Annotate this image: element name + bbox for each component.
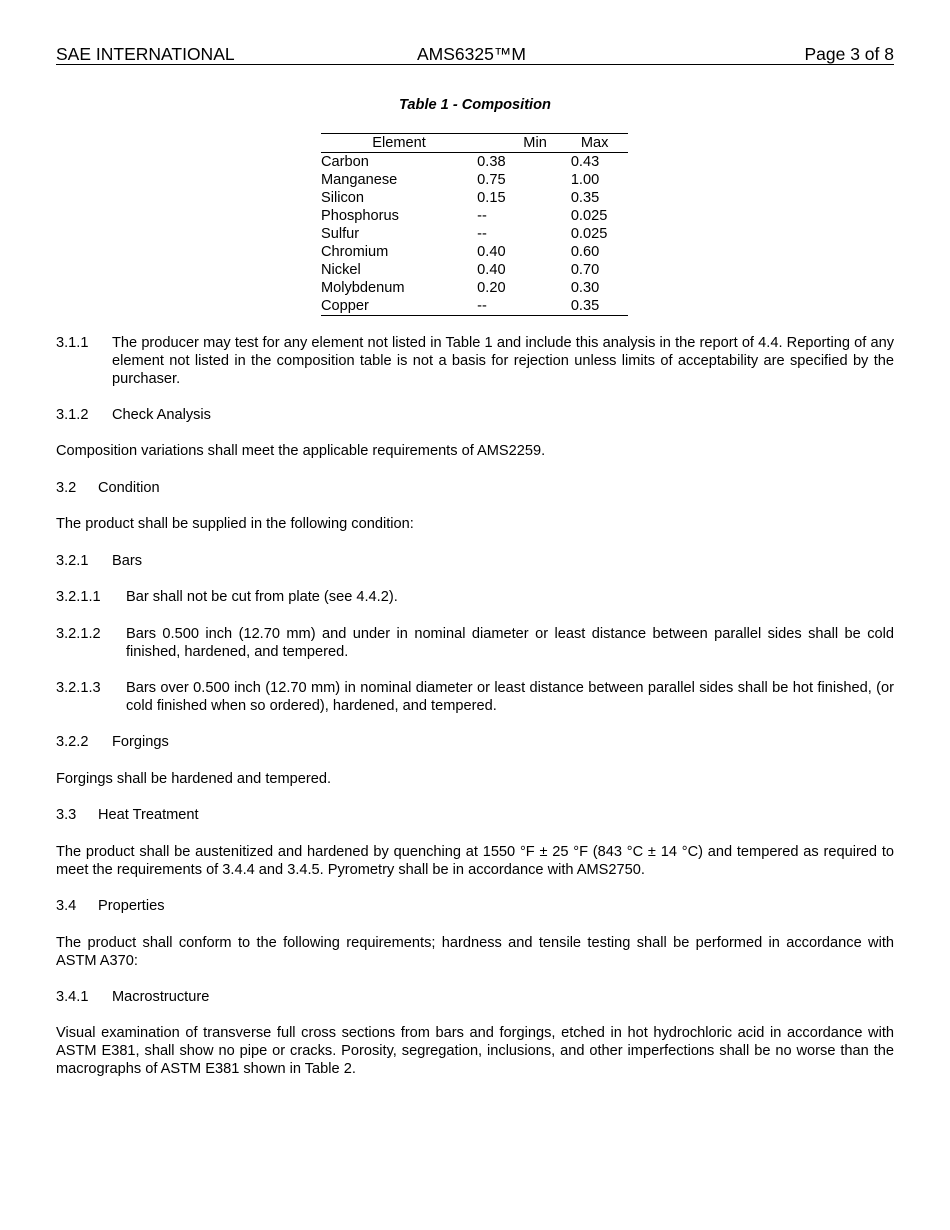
section-title-forgings: Forgings bbox=[112, 734, 169, 750]
section-title-condition: Condition bbox=[98, 480, 160, 496]
table-row bbox=[321, 243, 628, 261]
cell-element: Molybdenum bbox=[321, 280, 405, 296]
paragraph-heat-treatment: The product shall be austenitized and hardened by quenching at 1550 °F ± 25 °F (843 °C ± 14 °C) and tempered as required to meet the requirements of 3.4.4 and 3.4.5. Pyrometry shall be in accordance with AMS2750. bbox=[56, 844, 894, 878]
section-text-3-2-1-3: Bars over 0.500 inch (12.70 mm) in nominal diameter or least distance between parallel sides shall be hot finished, (or cold finished when so ordered), hardened, and tempered. bbox=[126, 680, 894, 714]
table-row bbox=[321, 261, 628, 279]
section-number-3-2: 3.2 bbox=[56, 480, 77, 496]
table-row bbox=[321, 207, 628, 225]
section-number-3-1-2: 3.1.2 bbox=[56, 407, 89, 423]
cell-element: Carbon bbox=[321, 154, 369, 170]
table-caption: Table 1 - Composition bbox=[399, 97, 551, 113]
section-title-check-analysis: Check Analysis bbox=[112, 407, 211, 423]
cell-min: 0.15 bbox=[477, 190, 506, 206]
cell-max: 1.00 bbox=[570, 172, 600, 188]
table-row bbox=[321, 225, 628, 243]
cell-element: Manganese bbox=[321, 172, 398, 188]
cell-max: 0.30 bbox=[570, 280, 600, 296]
table-row bbox=[321, 171, 628, 189]
composition-table bbox=[321, 133, 628, 316]
cell-max: 0.70 bbox=[570, 262, 600, 278]
cell-min: 0.75 bbox=[477, 172, 506, 188]
cell-max: 0.43 bbox=[570, 154, 600, 170]
section-text-3-2-1-1: Bar shall not be cut from plate (see 4.4.2). bbox=[126, 589, 398, 605]
cell-element: Silicon bbox=[321, 190, 364, 206]
paragraph-condition: The product shall be supplied in the following condition: bbox=[56, 516, 414, 532]
page-header bbox=[56, 44, 894, 65]
cell-min: -- bbox=[477, 208, 487, 224]
paragraph-macrostructure: Visual examination of transverse full cross sections from bars and forgings, etched in hot hydrochloric acid in accordance with ASTM E381, shall show no pipe or cracks. Porosity, segregation, inclusions, and other imperfections shall be no worse than the macrographs of ASTM E381 shown in Table 2. bbox=[56, 1025, 894, 1077]
cell-min: 0.40 bbox=[477, 262, 506, 278]
table-row bbox=[321, 189, 628, 207]
column-header-element: Element bbox=[321, 134, 477, 153]
section-number-3-3: 3.3 bbox=[56, 807, 77, 823]
cell-max: 0.025 bbox=[570, 226, 608, 242]
column-header-max: Max bbox=[571, 134, 628, 153]
cell-max: 0.025 bbox=[570, 208, 608, 224]
cell-element: Nickel bbox=[321, 262, 361, 278]
table-row bbox=[321, 297, 628, 316]
cell-element: Sulfur bbox=[321, 226, 360, 242]
section-title-bars: Bars bbox=[112, 553, 143, 569]
header-doc-id: AMS6325™M bbox=[417, 44, 526, 64]
cell-min: 0.38 bbox=[477, 154, 506, 170]
section-number-3-1-1: 3.1.1 bbox=[56, 335, 89, 351]
cell-min: -- bbox=[477, 297, 571, 316]
section-number-3-4: 3.4 bbox=[56, 898, 77, 914]
cell-element: Chromium bbox=[321, 244, 389, 260]
section-text-3-2-1-2: Bars 0.500 inch (12.70 mm) and under in nominal diameter or least distance between parallel sides shall be cold finished, hardened, and tempered. bbox=[126, 626, 894, 660]
cell-min: 0.40 bbox=[477, 244, 506, 260]
cell-min: -- bbox=[477, 226, 487, 242]
paragraph-check-analysis: Composition variations shall meet the applicable requirements of AMS2259. bbox=[56, 443, 546, 459]
cell-max: 0.35 bbox=[570, 190, 600, 206]
section-number-3-2-1-2: 3.2.1.2 bbox=[56, 626, 101, 642]
table-row bbox=[321, 153, 628, 172]
section-title-macrostructure: Macrostructure bbox=[112, 989, 210, 1005]
cell-element: Phosphorus bbox=[321, 208, 399, 224]
header-page-number: Page 3 of 8 bbox=[804, 44, 894, 64]
section-number-3-2-1: 3.2.1 bbox=[56, 553, 89, 569]
section-text-3-1-1: The producer may test for any element not listed in Table 1 and include this analysis in the report of 4.4. Reporting of any element not listed in the composition table is not a basis for rejection unless limits of acceptability are specified by the purchaser. bbox=[112, 335, 894, 387]
cell-element: Copper bbox=[321, 297, 477, 316]
cell-max: 0.35 bbox=[571, 297, 628, 316]
paragraph-forgings: Forgings shall be hardened and tempered. bbox=[56, 771, 332, 787]
header-org: SAE INTERNATIONAL bbox=[56, 44, 235, 64]
section-number-3-2-1-3: 3.2.1.3 bbox=[56, 680, 101, 696]
section-number-3-2-1-1: 3.2.1.1 bbox=[56, 589, 101, 605]
section-number-3-2-2: 3.2.2 bbox=[56, 734, 89, 750]
section-title-properties: Properties bbox=[98, 898, 165, 914]
table-row bbox=[321, 279, 628, 297]
paragraph-properties: The product shall conform to the following requirements; hardness and tensile testing shall be performed in accordance with ASTM A370: bbox=[56, 935, 894, 969]
cell-min: 0.20 bbox=[477, 280, 506, 296]
cell-max: 0.60 bbox=[570, 244, 600, 260]
table-header-row bbox=[321, 134, 628, 153]
column-header-min: Min bbox=[477, 134, 571, 153]
section-number-3-4-1: 3.4.1 bbox=[56, 989, 89, 1005]
section-title-heat-treatment: Heat Treatment bbox=[98, 807, 199, 823]
